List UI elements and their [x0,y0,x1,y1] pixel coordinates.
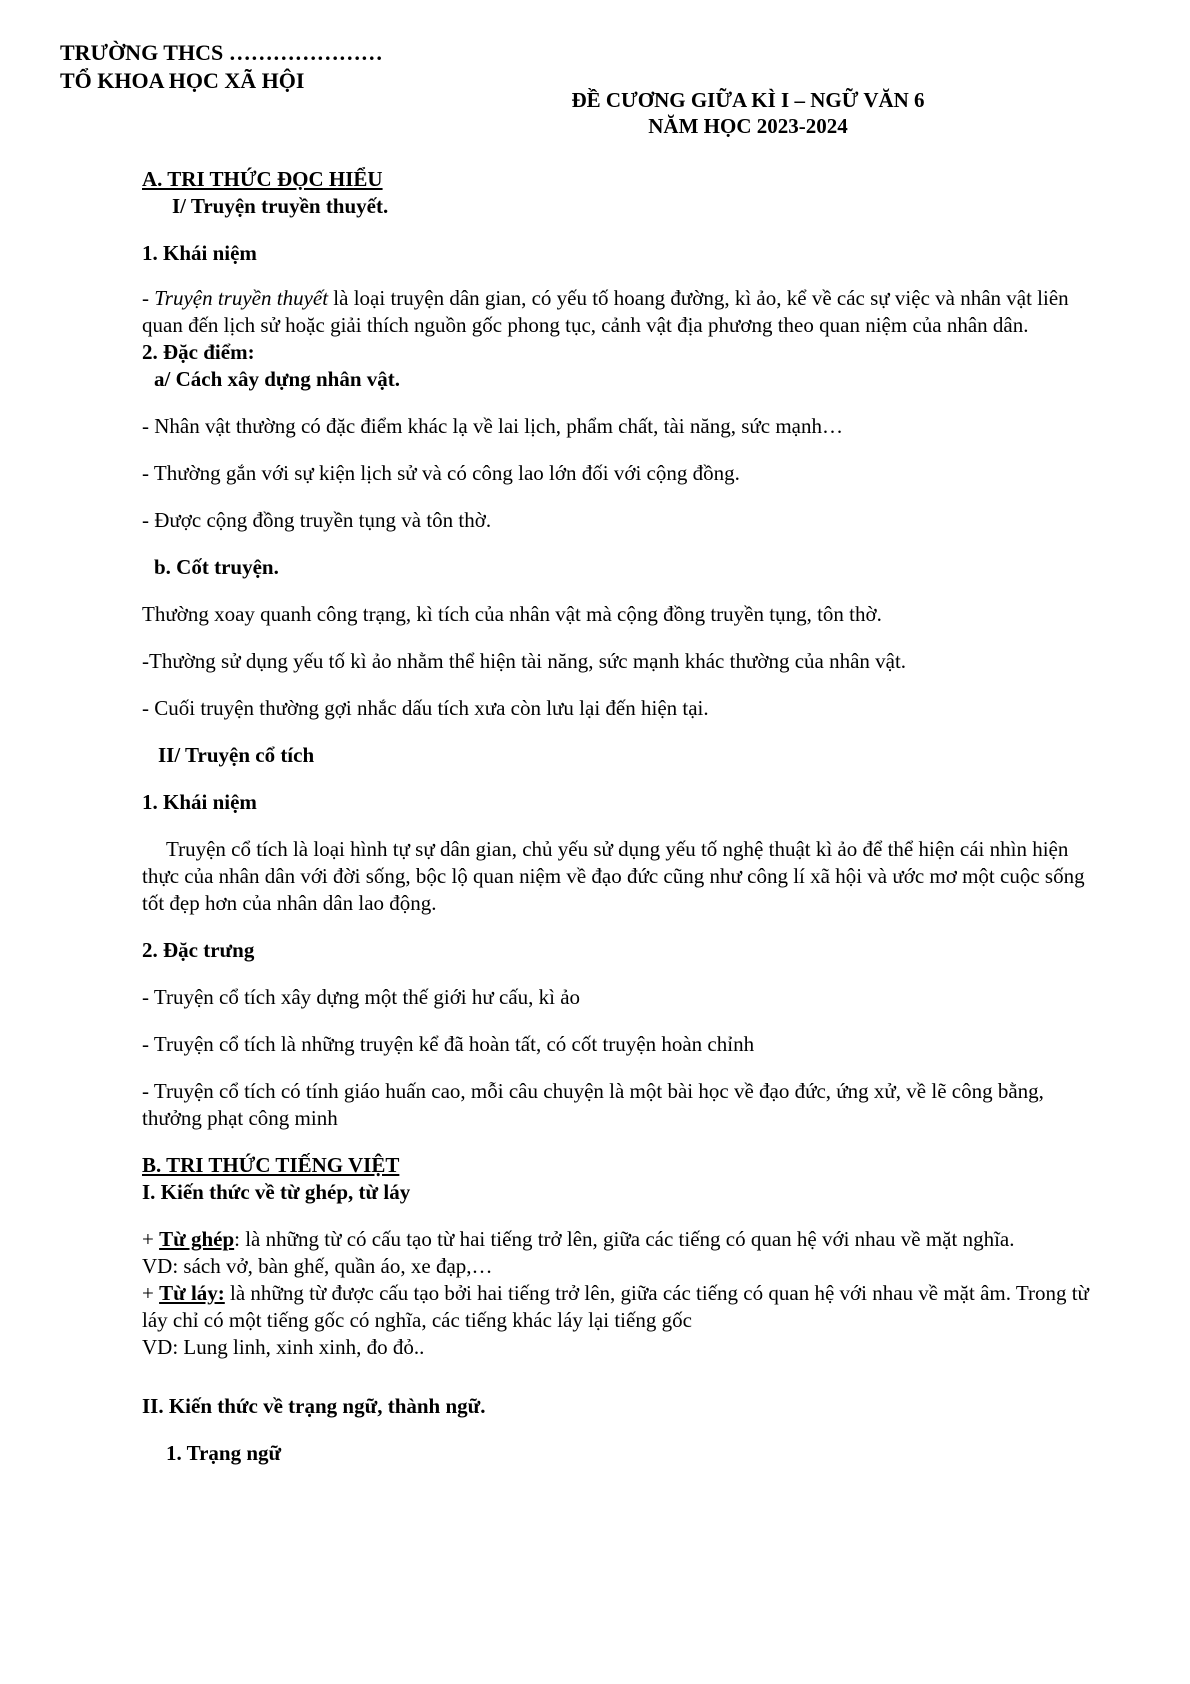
reduplicative-word-term: Từ láy: [159,1281,225,1305]
legend-concept-heading: 1. Khái niệm [142,241,257,265]
legend-plot-item: -Thường sử dụng yếu tố kì ảo nhằm thể hiện tài năng, sức mạnh khác thường của nhân vật. [142,649,907,673]
fairytale-trait-item: - Truyện cổ tích xây dựng một thế giới hư cấu, kì ảo [142,985,581,1009]
reduplicative-word-definition: + Từ láy: là những từ được cấu tạo bởi hai tiếng trở lên, giữa các tiếng có quan hệ với nhau về mặt âm. Trong từ láy chỉ có một tiếng gốc có nghĩa, các tiếng khác láy lại tiếng gốc [142,1281,1089,1332]
fairytale-trait-item: - Truyện cổ tích có tính giáo huấn cao, mỗi câu chuyện là một bài học về đạo đức, ứng xử, về lẽ công bằng, thưởng phạt công minh [142,1079,1044,1130]
legend-character-item: - Thường gắn với sự kiện lịch sử và có công lao lớn đối với cộng đồng. [142,461,740,485]
fairytale-trait-item: - Truyện cổ tích là những truyện kể đã hoàn tất, có cốt truyện hoàn chỉnh [142,1032,755,1056]
school-year: NĂM HỌC 2023-2024 [648,114,848,138]
document-body [142,166,1102,1467]
department-name: TỔ KHOA HỌC XÃ HỘI [60,68,305,93]
fairytale-concept-heading: 1. Khái niệm [142,790,257,814]
section-a-heading: A. TRI THỨC ĐỌC HIỂU [142,167,383,191]
legend-features-heading: 2. Đặc điểm: [142,340,255,364]
section-b-heading: B. TRI THỨC TIẾNG VIỆT [142,1153,400,1177]
section-b-part1-heading: I. Kiến thức về từ ghép, từ láy [142,1180,411,1204]
document-title: ĐỀ CƯƠNG GIỮA KÌ I – NGỮ VĂN 6 [571,88,925,112]
compound-word-term: Từ ghép [159,1227,235,1251]
legend-concept-paragraph: - Truyện truyền thuyết là loại truyện dân gian, có yếu tố hoang đường, kì ảo, kể về các sự việc và nhân vật liên quan đến lịch sử hoặc giải thích nguồn gốc phong tục, cảnh vật địa phương theo quan niệm của nhân dân. [142,286,1069,337]
fairytale-concept-paragraph: Truyện cổ tích là loại hình tự sự dân gian, chủ yếu sử dụng yếu tố nghệ thuật kì ảo để thể hiện cái nhìn hiện thực của nhân dân với đời sống, bộc lộ quan niệm về đạo đức cũng như công lí xã hội và ước mơ một cuộc sống tốt đẹp hơn của nhân dân lao động. [142,837,1085,915]
reduplicative-word-example: VD: Lung linh, xinh xinh, đo đỏ.. [142,1335,425,1359]
section-a-part1-heading: I/ Truyện truyền thuyết. [172,194,389,218]
compound-word-example: VD: sách vở, bàn ghế, quần áo, xe đạp,… [142,1254,493,1278]
legend-character-heading: a/ Cách xây dựng nhân vật. [154,367,400,391]
legend-character-item: - Nhân vật thường có đặc điểm khác lạ về lai lịch, phẩm chất, tài năng, sức mạnh… [142,414,843,438]
adverbial-heading: 1. Trạng ngữ [166,1441,282,1465]
legend-plot-heading: b. Cốt truyện. [154,555,279,579]
section-b-part2-heading: II. Kiến thức về trạng ngữ, thành ngữ. [142,1394,486,1418]
legend-character-item: - Được cộng đồng truyền tụng và tôn thờ. [142,508,492,532]
compound-word-definition: + Từ ghép: là những từ có cấu tạo từ hai tiếng trở lên, giữa các tiếng có quan hệ với nhau về mặt nghĩa. [142,1227,1015,1251]
legend-plot-item: Thường xoay quanh công trạng, kì tích của nhân vật mà cộng đồng truyền tụng, tôn thờ. [142,602,882,626]
fairytale-traits-heading: 2. Đặc trưng [142,938,255,962]
section-a-part2-heading: II/ Truyện cổ tích [158,743,315,767]
legend-plot-item: - Cuối truyện thường gợi nhắc dấu tích xưa còn lưu lại đến hiện tại. [142,696,709,720]
legend-term: Truyện truyền thuyết [154,286,329,310]
school-name: TRƯỜNG THCS ………………… [60,40,383,65]
